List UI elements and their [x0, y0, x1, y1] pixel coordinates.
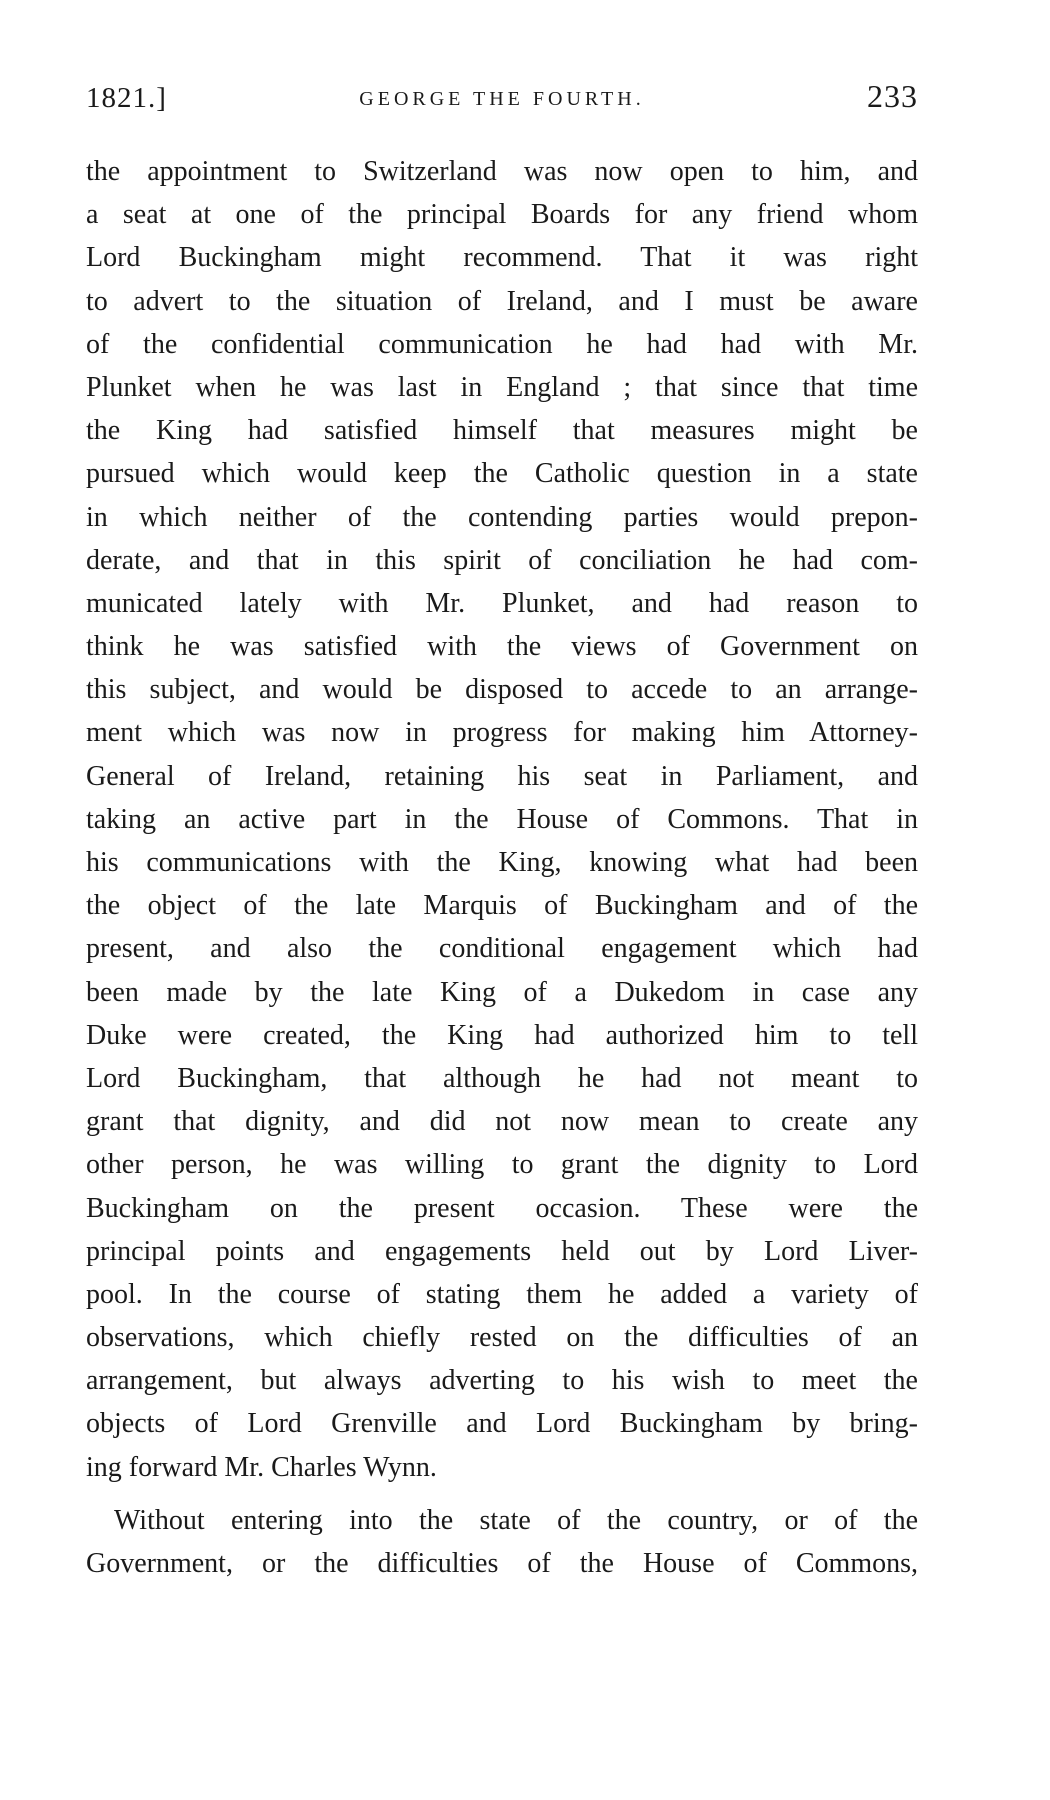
- paragraph: [86, 1499, 918, 1585]
- text-line: Duke were created, the King had authorized him to tell: [86, 1019, 918, 1051]
- text-line: Lord Buckingham might recommend. That it was right: [86, 242, 918, 274]
- text-line: arrangement, but always adverting to his wish to meet the: [86, 1365, 918, 1397]
- text-line: of the confidential communication he had had with Mr.: [86, 328, 918, 360]
- text-line: think he was satisfied with the views of Government on: [86, 631, 918, 663]
- text-line: the appointment to Switzerland was now open to him, and: [86, 156, 918, 187]
- body-text: [86, 150, 918, 1585]
- page-number: 233: [867, 78, 918, 114]
- text-line: the object of the late Marquis of Buckingham and of the: [86, 890, 918, 922]
- text-line: a seat at one of the principal Boards for any friend whom: [86, 199, 918, 231]
- text-line: Government, or the difficulties of the House of Commons,: [86, 1548, 918, 1579]
- text-line: ing forward Mr. Charles Wynn.: [86, 1451, 437, 1483]
- text-line: ment which was now in progress for making him Attorney-: [86, 717, 918, 749]
- running-head: [86, 78, 918, 122]
- paragraph-gap: [86, 1489, 918, 1499]
- text-line: municated lately with Mr. Plunket, and had reason to: [86, 587, 918, 619]
- text-line: grant that dignity, and did not now mean to create any: [86, 1106, 918, 1138]
- text-line: General of Ireland, retaining his seat in Parliament, and: [86, 760, 918, 792]
- text-line: Plunket when he was last in England ; that since that time: [86, 371, 918, 403]
- text-line: pursued which would keep the Catholic question in a state: [86, 458, 918, 490]
- text-line: principal points and engagements held out by Lord Liver-: [86, 1235, 918, 1267]
- text-line: taking an active part in the House of Commons. That in: [86, 803, 918, 835]
- text-line: been made by the late King of a Dukedom in case any: [86, 976, 918, 1008]
- text-line: Buckingham on the present occasion. These were the: [86, 1192, 918, 1224]
- text-line: the King had satisfied himself that measures might be: [86, 415, 918, 447]
- text-line: his communications with the King, knowing what had been: [86, 847, 918, 878]
- text-line: other person, he was willing to grant the dignity to Lord: [86, 1149, 918, 1181]
- text-line: Without entering into the state of the country, or of the: [114, 1504, 918, 1536]
- text-line: this subject, and would be disposed to accede to an arrange-: [86, 674, 918, 706]
- text-line: pool. In the course of stating them he added a variety of: [86, 1278, 918, 1310]
- text-line: derate, and that in this spirit of conciliation he had com-: [86, 544, 918, 576]
- text-line: to advert to the situation of Ireland, and I must be aware: [86, 285, 918, 317]
- text-line: observations, which chiefly rested on the difficulties of an: [86, 1322, 918, 1354]
- paragraph: [86, 150, 918, 1489]
- running-head-year: 1821.]: [86, 82, 167, 114]
- text-line: in which neither of the contending parties would prepon-: [86, 501, 918, 533]
- running-head-title: GEORGE THE FOURTH.: [359, 88, 645, 110]
- text-line: objects of Lord Grenville and Lord Buckingham by bring-: [86, 1408, 918, 1440]
- text-line: present, and also the conditional engagement which had: [86, 933, 918, 965]
- text-line: Lord Buckingham, that although he had not meant to: [86, 1062, 918, 1094]
